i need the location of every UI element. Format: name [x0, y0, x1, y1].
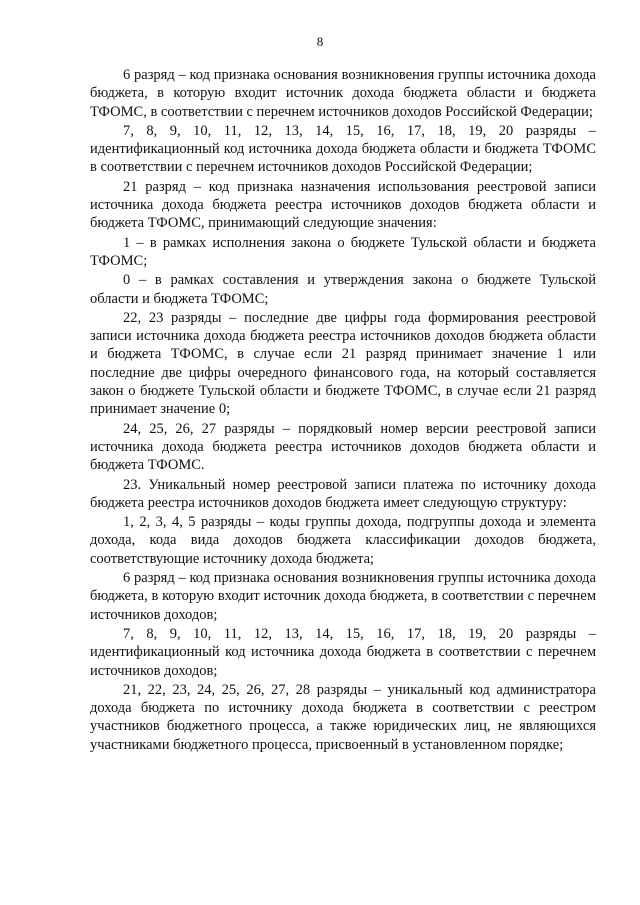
paragraph-digits-24-27-version: 24, 25, 26, 27 разряды – порядковый номер версии реестровой записи источника дохода бюджета реестра источников доходов бюджета области и бюджета ТФОМС. [90, 420, 596, 474]
paragraph-digits-7-20-identifier: 7, 8, 9, 10, 11, 12, 13, 14, 15, 16, 17, 18, 19, 20 разряды – идентификационный код источника дохода бюджета в соответствии с перечнем источников доходов; [90, 625, 596, 679]
paragraph-digits-1-5-codes: 1, 2, 3, 4, 5 разряды – коды группы дохода, подгруппы дохода и элемента дохода, кода вида доходов бюджета классификации доходов бюджета, соответствующие источнику дохода бюджета; [90, 514, 596, 567]
paragraph-digit-6-basis: 6 разряд – код признака основания возникновения группы источника дохода бюджета, в которую входит источник дохода бюджета, в соответствии с перечнем источников доходов; [90, 570, 596, 623]
document-body [90, 66, 596, 755]
paragraph-section-23: 23. Уникальный номер реестровой записи платежа по источнику дохода бюджета реестра источников доходов бюджета имеет следующую структуру: [90, 476, 596, 511]
paragraph-value-1: 1 – в рамках исполнения закона о бюджете Тульской области и бюджета ТФОМС; [90, 234, 596, 269]
page-number: 8 [316, 34, 324, 49]
paragraph-value-0: 0 – в рамках составления и утверждения закона о бюджете Тульской области и бюджета ТФОМС; [90, 272, 596, 307]
paragraph-digits-7-20-id-code: 7, 8, 9, 10, 11, 12, 13, 14, 15, 16, 17, 18, 19, 20 разряды – идентификационный код источника дохода бюджета области и бюджета ТФОМС в соответствии с перечнем источников доходов Российской Федерации; [90, 122, 596, 176]
paragraph-digits-21-28-admin-code: 21, 22, 23, 24, 25, 26, 27, 28 разряды – уникальный код администратора дохода бюджета по источнику дохода бюджета в соответствии с реестром участников бюджетного процесса, а также юридических лиц, не являющихся участниками бюджетного процесса, присвоенный в установленном порядке; [90, 681, 596, 753]
paragraph-digit-6-group-basis: 6 разряд – код признака основания возникновения группы источника дохода бюджета, в которую входит источник дохода бюджета области и бюджета ТФОМС, в соответствии с перечнем источников доходов Российской Федерации; [90, 67, 596, 120]
paragraph-digits-22-23-year: 22, 23 разряды – последние две цифры года формирования реестровой записи источника дохода бюджета реестра источников доходов бюджета области и бюджета ТФОМС, в случае если 21 разряд принимает значение 1 или последние две цифры очередного финансового года, на который составляется закон о бюджете Тульской области и бюджете ТФОМС, в случае если 21 разряд принимает значение 0; [90, 309, 596, 418]
paragraph-digit-21-purpose: 21 разряд – код признака назначения использования реестровой записи источника дохода бюджета реестра источников доходов бюджета области и бюджета ТФОМС, принимающий следующие значения: [90, 178, 596, 232]
